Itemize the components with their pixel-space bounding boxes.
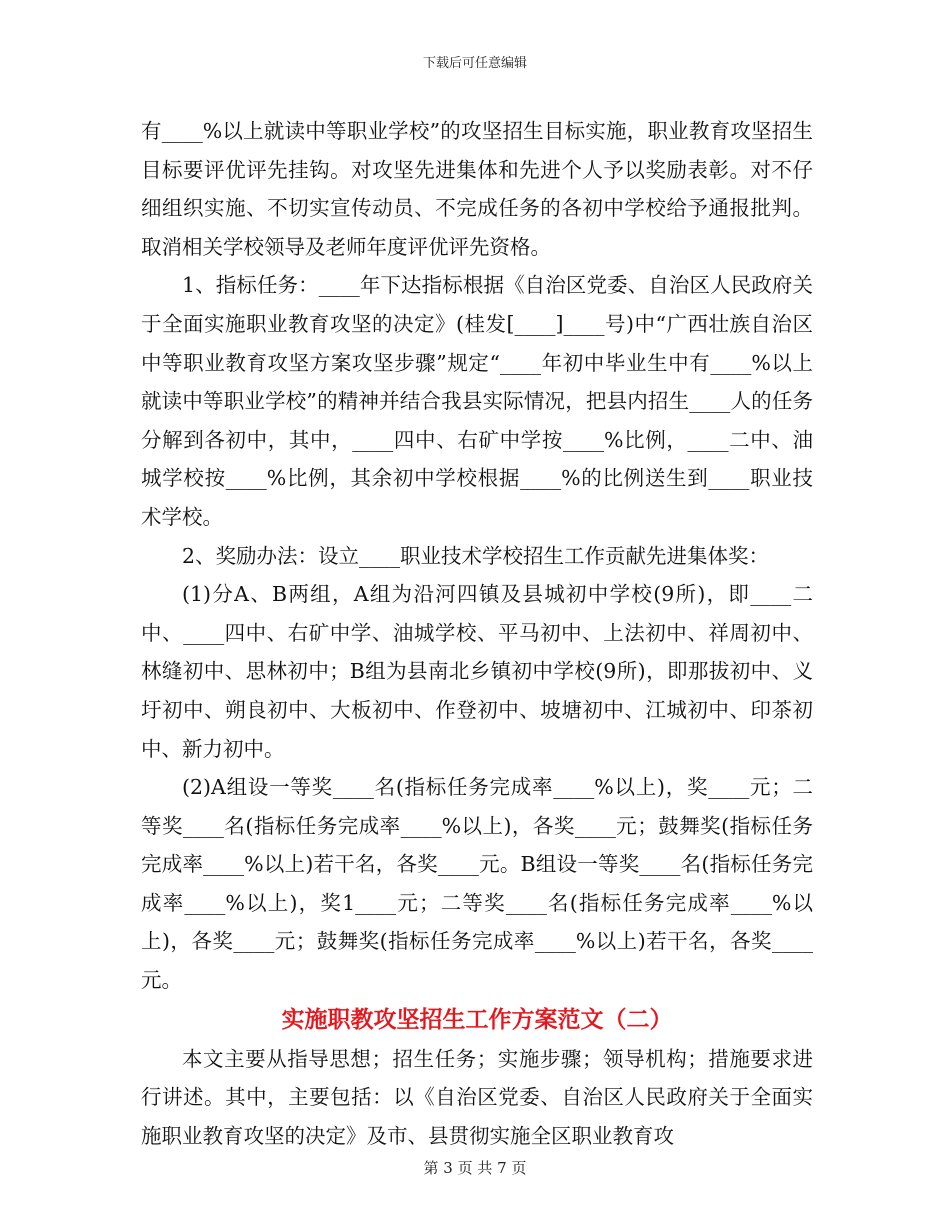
paragraph-indicator-task: 1、指标任务：____年下达指标根据《自治区党委、自治区人民政府关于全面实施职业教育攻坚的决定》(桂发[____]____号)中“广西壮族自治区中等职业教育攻坚方案攻坚步骤”规定“____年初中毕业生中有____%以上就读中等职业学校”的精神并结合我县实际情况，把县内招生____人的任务分解到各初中，其中，____四中、右矿中学按____%比例，____二中、油城学校按____%比例，其余初中学校根据____%的比例送生到____职业技术学校。 bbox=[141, 273, 813, 529]
page-footer: 第 3 页 共 7 页 bbox=[423, 1159, 527, 1177]
paragraph-reward-method: 2、奖励办法：设立____职业技术学校招生工作贡献先进集体奖： bbox=[182, 543, 770, 568]
paragraph-groups: (1)分A、B两组，A组为沿河四镇及县城初中学校(9所)，即____二中、____四中、右矿中学、油城学校、平马初中、上法初中、祥周初中、林缝初中、思林初中；B组为县南北乡镇初中学校(9所)，即那拔初中、义圩初中、朔良初中、大板初中、作登初中、坡塘初中、江城初中、印茶初中、新力初中。 bbox=[141, 582, 813, 761]
page-header: 下载后可任意编辑 bbox=[422, 56, 527, 71]
paragraph-continuation: 有____%以上就读中等职业学校”的攻坚招生目标实施，职业教育攻坚招生目标要评优评先挂钩。对攻坚先进集体和先进个人予以奖励表彰。对不仔细组织实施、不切实宣传动员、不完成任务的各初中学校给予通报批判。取消相关学校领导及老师年度评优评先资格。 bbox=[141, 119, 813, 259]
document-body bbox=[141, 112, 813, 1155]
paragraph-section-intro: 本文主要从指导思想；招生任务；实施步骤；领导机构；措施要求进行讲述。其中，主要包括：以《自治区党委、自治区人民政府关于全面实施职业教育攻坚的决定》及市、县贯彻实施全区职业教育攻 bbox=[141, 1046, 813, 1148]
paragraph-awards: (2)A组设一等奖____名(指标任务完成率____%以上)，奖____元；二等奖____名(指标任务完成率____%以上)，各奖____元；鼓舞奖(指标任务完成率____%以上)若干名，各奖____元。B组设一等奖____名(指标任务完成率____%以上)，奖1____元；二等奖____名(指标任务完成率____%以上)，各奖____元；鼓舞奖(指标任务完成率____%以上)若干名，各奖____元。 bbox=[141, 775, 813, 993]
section-title: 实施职教攻坚招生工作方案范文（二） bbox=[281, 1006, 673, 1033]
